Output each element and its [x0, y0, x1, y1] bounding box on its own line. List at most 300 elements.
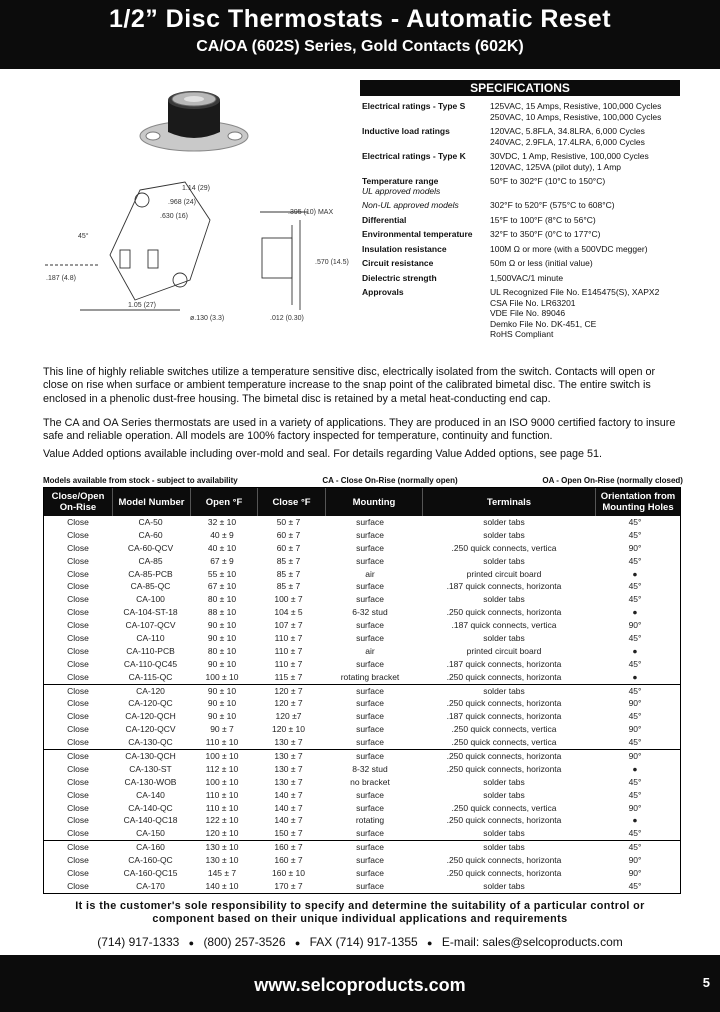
cell-close: 160 ± 7: [274, 842, 303, 853]
col-header-mounting: Mounting: [326, 488, 423, 516]
legend-ca: CA - Close On-Rise (normally open): [322, 476, 458, 485]
cell-open: 130 ± 10: [205, 842, 239, 853]
cell-terminals: .250 quick connects, vertica: [451, 802, 557, 813]
cell-terminals: .187 quick connects, horizonta: [446, 711, 562, 722]
cell-open: 88 ± 10: [207, 607, 237, 618]
cell-orientation: 45°: [628, 555, 642, 566]
col-header-orientation: Orientation from Mounting Holes: [600, 491, 676, 513]
cell-open: 90 ± 10: [207, 620, 237, 631]
spec-label-text: Approvals: [362, 287, 404, 297]
cell-model: CA-140: [136, 789, 165, 800]
table-row: [44, 867, 680, 880]
cell-mounting: surface: [356, 685, 384, 696]
cell-mounting: surface: [356, 842, 384, 853]
spec-value: 1,500VAC/1 minute: [490, 272, 564, 283]
cell-model: CA-104-ST-18: [123, 607, 178, 618]
cell-open: 100 ± 10: [205, 776, 239, 787]
cell-close-open: Close: [67, 698, 89, 709]
cell-model: CA-110: [136, 633, 165, 644]
cell-model: CA-140-QC: [128, 802, 173, 813]
spec-row: [360, 258, 680, 269]
cell-mounting: 6-32 stud: [352, 607, 388, 618]
cell-mounting: surface: [356, 868, 384, 879]
cell-open: 67 ± 10: [207, 581, 237, 592]
cell-open: 40 ± 10: [207, 542, 237, 553]
spec-label-text: Environmental temperature: [362, 229, 473, 239]
label-angle: 45°: [78, 233, 89, 240]
table-legend: [43, 476, 683, 485]
cell-model: CA-130-ST: [129, 763, 172, 774]
cell-close: 130 ± 7: [274, 751, 303, 762]
cell-close-open: Close: [67, 815, 89, 826]
col-header-model: Model Number: [113, 488, 191, 516]
legend-oa: OA - Open On-Rise (normally closed): [542, 476, 683, 485]
cell-open: 110 ± 10: [205, 802, 239, 813]
cell-open: 140 ± 10: [205, 880, 239, 891]
cell-terminals: solder tabs: [483, 789, 525, 800]
cell-close: 110 ± 7: [274, 658, 303, 669]
table-row: [44, 645, 680, 658]
table-row: [44, 619, 680, 632]
cell-open: 100 ± 10: [205, 671, 239, 682]
cell-close-open: Close: [67, 581, 89, 592]
table-row: [44, 697, 680, 710]
table-row: [44, 763, 680, 776]
cell-model: CA-160-QC15: [123, 868, 178, 879]
table-row: [44, 776, 680, 789]
cell-close-open: Close: [67, 776, 89, 787]
cell-close: 110 ± 7: [274, 645, 303, 656]
cell-terminals: .187 quick connects, horizonta: [446, 658, 562, 669]
page-footer: [0, 955, 720, 1012]
cell-open: 40 ± 9: [210, 529, 234, 540]
cell-mounting: rotating bracket: [340, 671, 400, 682]
specifications-title: SPECIFICATIONS: [360, 80, 680, 96]
table-row: [44, 593, 680, 606]
bullet-icon: ●: [427, 938, 433, 948]
cell-close: 107 ± 7: [274, 620, 303, 631]
table-row: [44, 840, 680, 854]
cell-model: CA-110-QC45: [123, 658, 178, 669]
spec-value: 120VAC, 5.8FLA, 34.8LRA, 6,000 Cycles 240VAC, 2.9FLA, 17.4LRA, 6,000 Cycles: [490, 126, 645, 147]
table-row: [44, 814, 680, 827]
cell-terminals: .250 quick connects, vertica: [451, 542, 557, 553]
bullet-icon: ●: [294, 938, 301, 948]
table-row: [44, 568, 680, 581]
cell-terminals: solder tabs: [483, 594, 525, 605]
label-dim-height: .570 (14.5): [315, 259, 349, 266]
cell-model: CA-50: [138, 517, 163, 527]
table-row: [44, 516, 680, 529]
spec-row: [360, 215, 680, 226]
spec-row: [360, 244, 680, 255]
cell-close-open: Close: [67, 517, 89, 527]
spec-label: [360, 200, 490, 211]
cell-terminals: solder tabs: [483, 880, 525, 891]
cell-terminals: .250 quick connects, horizonta: [446, 868, 562, 879]
cell-close: 120 ± 10: [271, 724, 306, 735]
cell-terminals: .250 quick connects, horizonta: [446, 751, 562, 762]
table-row: [44, 749, 680, 763]
cell-close: 130 ± 7: [274, 737, 303, 748]
cell-terminals: .250 quick connects, horizonta: [446, 763, 562, 774]
cell-mounting: surface: [356, 751, 384, 762]
spec-label: [360, 126, 490, 147]
page-header: [0, 0, 720, 69]
table-row: [44, 580, 680, 593]
cell-open: 112 ± 10: [205, 763, 239, 774]
cell-terminals: solder tabs: [483, 842, 525, 853]
cell-orientation: 45°: [628, 880, 642, 891]
cell-model: CA-60-QCV: [127, 542, 174, 553]
cell-terminals: solder tabs: [483, 555, 525, 566]
label-dim-a: 1.14 (29): [182, 185, 211, 192]
table-row: [44, 710, 680, 723]
spec-label: [360, 151, 490, 172]
cell-open: 130 ± 10: [205, 855, 239, 866]
cell-close: 140 ± 7: [274, 789, 303, 800]
cell-terminals: solder tabs: [483, 828, 525, 839]
spec-label: [360, 101, 490, 122]
cell-close-open: Close: [67, 737, 89, 748]
label-dim-c: .630 (16): [160, 213, 189, 220]
page-title: 1/2” Disc Thermostats - Automatic Reset: [108, 5, 612, 33]
table-header: [44, 488, 680, 516]
cell-orientation: ●: [632, 815, 638, 826]
cell-mounting: surface: [356, 855, 384, 866]
cell-terminals: .250 quick connects, horizonta: [446, 671, 562, 682]
cell-close-open: Close: [67, 555, 89, 566]
cell-model: CA-60: [138, 529, 163, 540]
cell-open: 80 ± 10: [207, 594, 237, 605]
spec-label: [360, 258, 490, 269]
spec-value: 32°F to 350°F (0°C to 177°C): [490, 229, 601, 239]
cell-mounting: air: [365, 568, 375, 579]
cell-model: CA-115-QC: [128, 671, 173, 682]
label-dim-b: .968 (24): [168, 199, 197, 206]
spec-row: [360, 101, 680, 122]
label-dim-bottom: 1.05 (27): [128, 302, 157, 309]
cell-open: 100 ± 10: [205, 751, 239, 762]
table-row: [44, 880, 680, 893]
cell-orientation: 90°: [628, 868, 642, 879]
cell-mounting: surface: [356, 828, 384, 839]
cell-close: 120 ±7: [275, 711, 302, 722]
cell-mounting: 8-32 stud: [352, 763, 388, 774]
spec-row: [360, 200, 680, 211]
cell-close: 120 ± 7: [274, 698, 303, 709]
cell-close: 160 ± 7: [274, 855, 303, 866]
cell-close-open: Close: [67, 868, 89, 879]
cell-close-open: Close: [67, 620, 89, 631]
cell-open: 55 ± 10: [207, 568, 237, 579]
cell-terminals: .250 quick connects, vertica: [451, 737, 557, 748]
spec-value: 100M Ω or more (with a 500VDC megger): [490, 243, 648, 254]
cell-close: 110 ± 7: [274, 633, 303, 644]
cell-terminals: .250 quick connects, horizonta: [446, 815, 562, 826]
page-subtitle: CA/OA (602S) Series, Gold Contacts (602K): [196, 38, 524, 55]
cell-model: CA-140-QC18: [123, 815, 178, 826]
cell-model: CA-120-QCH: [125, 711, 176, 722]
spec-value: 302°F to 520°F (575°C to 608°C): [490, 200, 615, 210]
spec-label: [360, 215, 490, 226]
cell-model: CA-130-QC: [128, 737, 173, 748]
col-header-close-open: Close/Open On-Rise: [44, 488, 113, 516]
cell-open: 90 ± 7: [210, 724, 234, 735]
cell-terminals: printed circuit board: [466, 645, 542, 656]
cell-mounting: surface: [356, 581, 384, 592]
cell-open: 32 ± 10: [207, 517, 237, 527]
cell-model: CA-110-PCB: [126, 645, 175, 656]
description-paragraph-2: The CA and OA Series thermostats are used in a variety of applications. They are produced in an ISO 9000 certified factory to insure safe and reliable operation. All models are 100% factory inspected for temperature, continuity and function.: [43, 417, 676, 443]
cell-open: 90 ± 10: [207, 633, 237, 644]
cell-open: 90 ± 10: [207, 711, 237, 722]
cell-close: 60 ± 7: [276, 529, 301, 540]
cell-model: CA-85-QC: [130, 581, 171, 592]
cell-close: 130 ± 7: [274, 763, 303, 774]
cell-orientation: ●: [632, 568, 638, 579]
cell-terminals: solder tabs: [483, 633, 525, 644]
cell-close-open: Close: [67, 594, 89, 605]
cell-mounting: air: [365, 645, 375, 656]
thermostat-photo: [138, 82, 250, 158]
label-dim-hole: ø.130 (3.3): [190, 315, 225, 322]
cell-close: 140 ± 7: [274, 815, 303, 826]
cell-model: CA-130-WOB: [124, 776, 177, 787]
cell-open: 110 ± 10: [205, 737, 239, 748]
table-row: [44, 542, 680, 555]
legend-stock: Models available from stock - subject to availability: [43, 476, 238, 485]
cell-close-open: Close: [67, 529, 89, 540]
spec-label-text: Differential: [362, 214, 407, 225]
spec-label: [360, 287, 490, 340]
cell-orientation: 90°: [628, 724, 642, 735]
cell-terminals: .187 quick connects, horizonta: [446, 581, 562, 592]
cell-open: 90 ± 10: [207, 685, 237, 696]
cell-terminals: solder tabs: [483, 517, 525, 527]
cell-orientation: 45°: [628, 594, 642, 605]
cell-close: 104 ± 5: [274, 607, 303, 618]
spec-value: 15°F to 100°F (8°C to 56°C): [490, 214, 596, 225]
table-row: [44, 555, 680, 568]
cell-mounting: surface: [356, 802, 384, 813]
cell-terminals: .250 quick connects, horizonta: [446, 698, 562, 709]
cell-terminals: solder tabs: [483, 776, 525, 787]
cell-close: 160 ± 10: [271, 868, 306, 879]
cell-close: 60 ± 7: [276, 542, 301, 553]
cell-orientation: 45°: [628, 776, 642, 787]
cell-orientation: 45°: [628, 711, 642, 722]
cell-mounting: rotating: [355, 815, 385, 826]
cell-model: CA-120-QC: [128, 698, 173, 709]
spec-value: 50°F to 302°F (10°C to 150°C): [490, 176, 606, 186]
table-row: [44, 723, 680, 736]
cell-open: 120 ± 10: [205, 828, 239, 839]
table-row: [44, 789, 680, 802]
description-paragraph-1: This line of highly reliable switches utilize a temperature sensitive disc, electrically isolated from the switch. Contacts will open or close on rise when surface or ambient temperature increase to the snap point of the calibrated bimetal disc. The entire switch is enclosed in a phenolic dust-free housing. The bimetal disc is retained by a metal heat-conducting end cap.: [43, 366, 656, 405]
table-row: [44, 632, 680, 645]
label-dim-max: .395 (10) MAX: [288, 209, 334, 216]
cell-mounting: surface: [356, 711, 384, 722]
spec-sublabel: Non-UL approved models: [362, 200, 459, 210]
cell-close-open: Close: [67, 842, 89, 853]
table-row: [44, 802, 680, 815]
cell-orientation: 45°: [628, 685, 642, 696]
spec-sublabel: UL approved models: [362, 186, 441, 196]
cell-terminals: .250 quick connects, vertica: [451, 724, 557, 735]
cell-close-open: Close: [67, 724, 89, 735]
table-row: [44, 827, 680, 840]
cell-mounting: surface: [356, 555, 384, 566]
spec-label: [360, 244, 490, 255]
spec-label: [360, 176, 490, 196]
cell-open: 90 ± 10: [207, 658, 237, 669]
cell-orientation: ●: [632, 763, 638, 774]
table-row: [44, 684, 680, 698]
cell-model: CA-160-QC: [128, 855, 173, 866]
spec-label-text: Temperature range: [362, 176, 439, 186]
cell-orientation: 45°: [628, 842, 642, 853]
spec-row: [360, 151, 680, 172]
cell-orientation: 45°: [628, 581, 642, 592]
cell-mounting: surface: [356, 620, 384, 631]
cell-close-open: Close: [67, 802, 89, 813]
cell-close-open: Close: [67, 658, 89, 669]
cell-mounting: surface: [356, 542, 384, 553]
cell-mounting: surface: [356, 789, 384, 800]
cell-mounting: surface: [356, 633, 384, 644]
cell-close-open: Close: [67, 542, 89, 553]
cell-open: 122 ± 10: [205, 815, 239, 826]
cell-mounting: surface: [356, 724, 384, 735]
spec-label-text: Circuit resistance: [362, 258, 434, 268]
cell-model: CA-170: [136, 880, 165, 891]
cell-open: 67 ± 9: [210, 555, 234, 566]
cell-close: 130 ± 7: [274, 776, 303, 787]
spec-label-text: Electrical ratings - Type S: [362, 101, 466, 111]
cell-close-open: Close: [67, 568, 89, 579]
cell-close-open: Close: [67, 645, 89, 656]
cell-close: 85 ± 7: [276, 581, 301, 592]
dimension-drawing: [40, 160, 358, 330]
cell-terminals: .250 quick connects, horizonta: [446, 855, 562, 866]
cell-orientation: 90°: [628, 620, 642, 631]
spec-label-text: Insulation resistance: [362, 243, 447, 254]
cell-model: CA-150: [136, 828, 165, 839]
cell-model: CA-160: [136, 842, 165, 853]
label-dim-left: .187 (4.8): [46, 275, 76, 282]
cell-mounting: surface: [356, 698, 384, 709]
cell-orientation: 45°: [628, 517, 642, 527]
spec-row: [360, 176, 680, 196]
cell-terminals: .250 quick connects, horizonta: [446, 607, 562, 618]
specifications-table: [360, 101, 680, 340]
cell-mounting: surface: [356, 737, 384, 748]
cell-orientation: 45°: [628, 658, 642, 669]
table-row: [44, 736, 680, 749]
cell-open: 90 ± 10: [207, 698, 237, 709]
cell-model: CA-85-PCB: [128, 568, 173, 579]
cell-mounting: surface: [356, 658, 384, 669]
table-row: [44, 658, 680, 671]
cell-open: 145 ± 7: [207, 868, 237, 879]
phone-1: (714) 917-1333: [97, 935, 180, 949]
description-paragraph-3: Value Added options available including over-mold and seal. For details regarding Value Added options, see page 51.: [43, 448, 603, 460]
col-header-terminals: Terminals: [423, 488, 596, 516]
phone-2: (800) 257-3526: [203, 935, 286, 949]
bullet-icon: ●: [188, 938, 195, 948]
fax-number: FAX (714) 917-1355: [309, 935, 418, 949]
cell-model: CA-100: [136, 594, 165, 605]
contact-line: [40, 935, 680, 949]
cell-orientation: 90°: [628, 855, 642, 866]
cell-close-open: Close: [67, 671, 89, 682]
cell-close-open: Close: [67, 828, 89, 839]
cell-close: 170 ± 7: [274, 880, 303, 891]
cell-close-open: Close: [67, 685, 89, 696]
spec-row: [360, 273, 680, 284]
cell-model: CA-130-QCH: [125, 751, 176, 762]
cell-close-open: Close: [67, 751, 89, 762]
cell-orientation: 90°: [628, 698, 642, 709]
cell-close: 120 ± 7: [274, 685, 303, 696]
cell-terminals: printed circuit board: [466, 568, 542, 579]
spec-label-text: Electrical ratings - Type K: [362, 151, 466, 161]
spec-value: UL Recognized File No. E145475(S), XAPX2 CSA File No. LR63201 VDE File No. 89046 Demko File No. DK-451, CE RoHS Compliant: [490, 287, 660, 339]
cell-mounting: surface: [356, 880, 384, 891]
cell-close: 100 ± 7: [274, 594, 303, 605]
cell-orientation: 45°: [628, 789, 642, 800]
cell-orientation: 90°: [628, 542, 642, 553]
table-row: [44, 671, 680, 684]
cell-close-open: Close: [67, 711, 89, 722]
cell-close: 85 ± 7: [276, 568, 301, 579]
cell-orientation: 90°: [628, 751, 642, 762]
spec-label: [360, 229, 490, 240]
email-address[interactable]: E-mail: sales@selcoproducts.com: [441, 935, 623, 949]
cell-model: CA-120-QCV: [125, 724, 176, 735]
cell-open: 80 ± 10: [207, 645, 237, 656]
spec-row: [360, 126, 680, 147]
table-row: [44, 606, 680, 619]
cell-mounting: surface: [356, 529, 384, 540]
col-header-open: Open °F: [191, 488, 258, 516]
page-number: 5: [702, 975, 710, 990]
models-table: [43, 487, 681, 894]
cell-close-open: Close: [67, 855, 89, 866]
table-row: [44, 854, 680, 867]
cell-close-open: Close: [67, 789, 89, 800]
cell-orientation: 90°: [628, 802, 642, 813]
spec-label: [360, 273, 490, 284]
cell-mounting: surface: [356, 594, 384, 605]
spec-label-text: Inductive load ratings: [362, 126, 450, 136]
cell-close: 85 ± 7: [276, 555, 301, 566]
website-link[interactable]: www.selcoproducts.com: [254, 975, 466, 995]
cell-close: 150 ± 7: [274, 828, 303, 839]
cell-orientation: 45°: [628, 737, 642, 748]
cell-model: CA-85: [138, 555, 163, 566]
col-header-close: Close °F: [258, 488, 326, 516]
cell-orientation: 45°: [628, 828, 642, 839]
cell-open: 110 ± 10: [205, 789, 239, 800]
spec-value: 125VAC, 15 Amps, Resistive, 100,000 Cycles 250VAC, 10 Amps, Resistive, 100,000 Cycles: [490, 101, 662, 122]
cell-mounting: surface: [356, 517, 384, 527]
cell-orientation: ●: [632, 607, 638, 618]
responsibility-notice: It is the customer's sole responsibility to specify and determine the suitability of a particular control or component based on their unique individual applications and requirements: [75, 900, 645, 925]
cell-orientation: ●: [632, 645, 638, 656]
table-body: [44, 516, 680, 893]
